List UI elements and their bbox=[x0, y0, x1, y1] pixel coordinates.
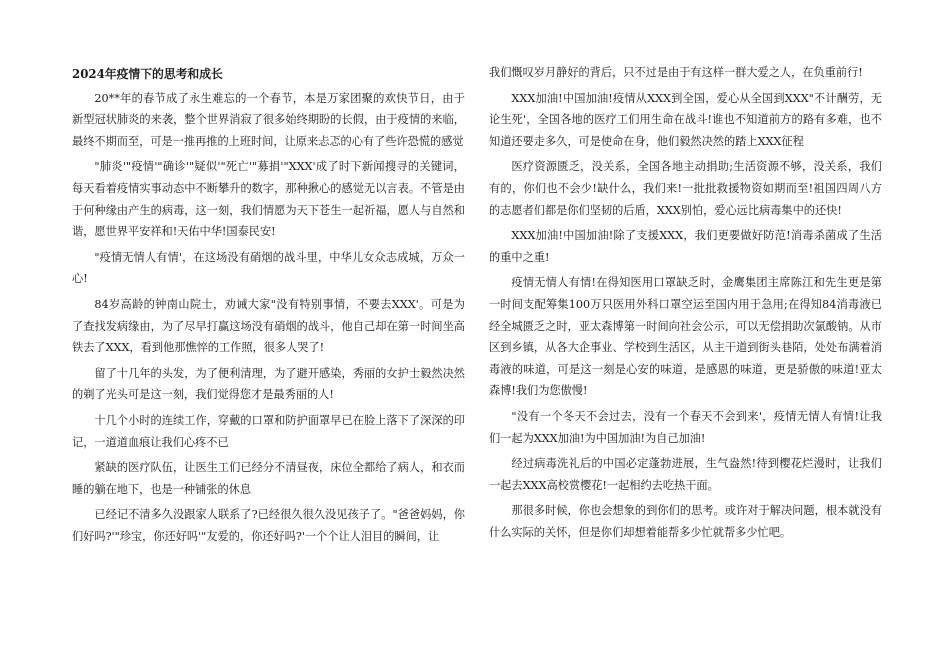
paragraph: 留了十几年的头发，为了便利清理，为了避开感染，秀丽的女护士毅然决然的剃了光头可是这一刻，我们觉得您才是最秀丽的人! bbox=[72, 366, 465, 402]
paragraph: 医疗资源匮乏，没关系，全国各地主动捐助;生活资源不够，没关系，我们有的，你们也不会少!缺什么，我们来!一批批救援物资如期而至!祖国四周八方的志愿者们都是你们坚韧的后盾，XXX别怕，爱心远比病毒集中的还快! bbox=[489, 160, 882, 217]
paragraph: 紧缺的医疗队伍，让医生工们已经分不清昼夜，床位全都给了病人，和衣而睡的躺在地下，也是一种铺张的休息 bbox=[72, 461, 465, 496]
paragraph: 疫情无情人有情!在得知医用口罩缺乏时，金鹰集团主席陈江和先生更是第一时间支配筹集100万只医用外科口罩空运至国内用于急用;在得知84消毒液已经全城匮乏之时，亚太森博第一时间向社会公示，可以无偿捐助次氯酸钠。从市区到乡镇，从各大企事业、学校到生活区，从主干道到街头巷陌，处处布满着消毒液的味道，可是这一刻是心安的味道，是感恩的味道，更是骄傲的味道!亚太森博!我们为您傲慢! bbox=[489, 276, 882, 398]
paragraph: XXX加油!中国加油!疫情从XXX到全国，爱心从全国到XXX"不计酬劳，无论生死'，全国各地的医疗工们用生命在战斗!谁也不知道前方的路有多难，也不知道还要走多久，可是使命在身，他们毅然决然的踏上XXX征程 bbox=[489, 91, 882, 148]
left-column bbox=[72, 62, 465, 551]
paragraph: 84岁高龄的钟南山院士，劝诫大家"没有特别事情，不要去XXX'。可是为了查找发病缘由，为了尽早打赢这场没有硝烟的战斗，他自己却在第一时间坐高铁去了XXX，看到他那憔悴的工作照，很多人哭了! bbox=[72, 297, 465, 355]
right-column bbox=[489, 62, 882, 547]
paragraph: XXX加油!中国加油!除了支援XXX，我们更要做好防范!消毒杀菌成了生活的重中之重! bbox=[489, 229, 882, 264]
paragraph: 十几个小时的连续工作，穿戴的口罩和防护面罩早已在脸上落下了深深的印记，一道道血痕让我们心疼不已 bbox=[72, 413, 465, 449]
paragraph: 20**年的春节成了永生难忘的一个春节，本是万家团聚的欢快节日，由于新型冠状肺炎的来袭，整个世界消寂了很多始终期盼的长假，由于疫情的来临，最终不期而至，可是一推再推的上班时间，让原来忐忑的心有了些许恐慌的感觉 bbox=[72, 91, 465, 148]
paragraph: 经过病毒洗礼后的中国必定蓬勃进展，生气盎然!待到樱花烂漫时，让我们一起去XXX高校赏樱花!一起相约去吃热干面。 bbox=[489, 457, 882, 492]
paragraph: "肺炎'"疫情'"确诊'"疑似'"死亡'"募捐'"XXX'成了时下新闻搜寻的关键词，每天看着疫情实事动态中不断攀升的数字，那种揪心的感觉无以言表。不管是由于何种缘由产生的病毒，这一刻，我们情愿为天下苍生一起祈福，愿人与自然和谐，愿世界平安祥和!天佑中华!国泰民安! bbox=[72, 160, 465, 239]
paragraph: "疫情无情人有情'，在这场没有硝烟的战斗里，中华儿女众志成城，万众一心! bbox=[72, 250, 465, 286]
document-title: 2024年疫情下的思考和成长 bbox=[72, 67, 223, 81]
paragraph: 那很多时候，你也会想象的到你们的思考。或许对于解决问题，根本就没有什么实际的关怀，但是你们却想着能帮多少忙就帮多少忙吧。 bbox=[489, 504, 882, 539]
paragraph-continued: 我们慨叹岁月静好的背后，只不过是由于有这样一群大爱之人，在负重前行! bbox=[489, 66, 863, 79]
paragraph: "没有一个冬天不会过去，没有一个春天不会到来'，疫情无情人有情!让我们一起为XXX加油!为中国加油!为自己加油! bbox=[489, 409, 882, 445]
paragraph: 已经记不清多久没跟家人联系了?已经很久很久没见孩子了。"爸爸妈妈，你们好吗?'"珍宝，你还好吗'"友爱的，你还好吗?'一个个让人泪目的瞬间，让 bbox=[72, 508, 465, 543]
